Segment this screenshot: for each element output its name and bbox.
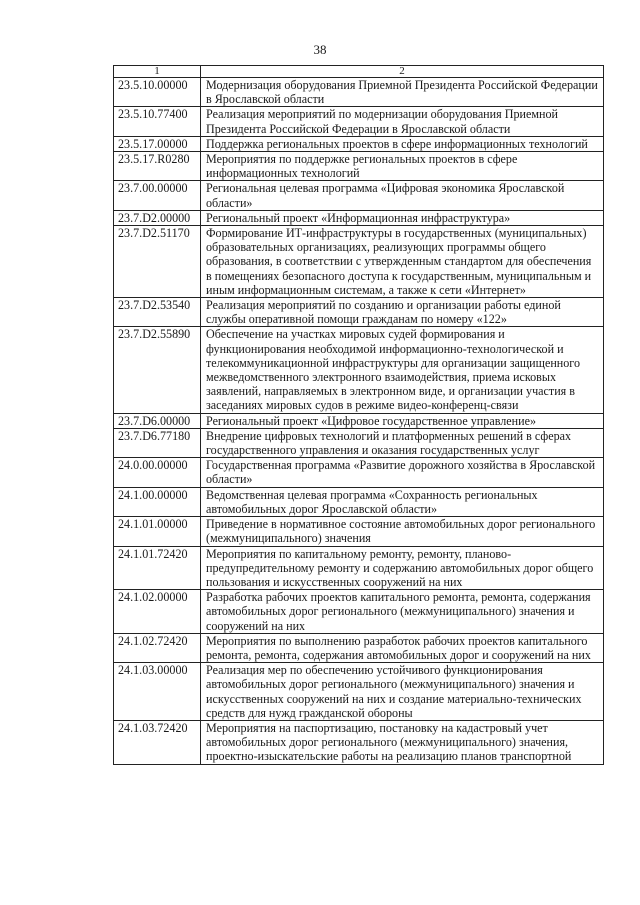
table-row: [114, 327, 604, 413]
table-row: [114, 136, 604, 151]
row-code: 24.1.02.72420: [114, 633, 201, 662]
row-name: Реализация мероприятий по модернизации оборудования Приемной Президента Российской Федерации в Ярославской области: [201, 107, 604, 136]
budget-code-table: [113, 65, 604, 765]
row-code: 23.7.D2.51170: [114, 226, 201, 298]
row-name: Мероприятия по поддержке региональных проектов в сфере информационных технологий: [201, 152, 604, 181]
row-code: 23.7.D2.53540: [114, 298, 201, 327]
row-name: Приведение в нормативное состояние автомобильных дорог регионального (межмуниципального) значения: [201, 517, 604, 546]
row-code: 23.5.10.00000: [114, 78, 201, 107]
row-name: Реализация мероприятий по созданию и организации работы единой службы оперативной помощи гражданам по номеру «122»: [201, 298, 604, 327]
row-code: 23.7.D2.55890: [114, 327, 201, 413]
table-row: [114, 720, 604, 764]
column-header-code: 1: [114, 66, 201, 78]
table-row: [114, 152, 604, 181]
table-row: [114, 181, 604, 210]
row-name: Региональная целевая программа «Цифровая экономика Ярославской области»: [201, 181, 604, 210]
row-code: 24.0.00.00000: [114, 458, 201, 487]
table-header-row: [114, 66, 604, 78]
row-name: Модернизация оборудования Приемной Президента Российской Федерации в Ярославской области: [201, 78, 604, 107]
table-row: [114, 546, 604, 590]
row-code: 23.5.17.R0280: [114, 152, 201, 181]
row-name: Поддержка региональных проектов в сфере информационных технологий: [201, 136, 604, 151]
table-row: [114, 413, 604, 428]
row-name: Региональный проект «Цифровое государственное управление»: [201, 413, 604, 428]
row-name: Разработка рабочих проектов капитального ремонта, ремонта, содержания автомобильных дорог регионального (межмуниципального) значения и сооружений на них: [201, 590, 604, 634]
row-name: Ведомственная целевая программа «Сохранность региональных автомобильных дорог Ярославской области»: [201, 487, 604, 516]
table-row: [114, 226, 604, 298]
page-number: 38: [313, 42, 327, 57]
row-code: 24.1.02.00000: [114, 590, 201, 634]
table-row: [114, 633, 604, 662]
row-code: 23.7.00.00000: [114, 181, 201, 210]
row-code: 24.1.03.00000: [114, 663, 201, 721]
row-name: Мероприятия по выполнению разработок рабочих проектов капитального ремонта, ремонта, содержания автомобильных дорог и сооружений на них: [201, 633, 604, 662]
row-name: Государственная программа «Развитие дорожного хозяйства в Ярославской области»: [201, 458, 604, 487]
row-name: Обеспечение на участках мировых судей формирования и функционирования необходимой информационно-технологической и телекоммуникационной инфраструктуры для организации защищенного межведомственного электронного взаимодействия, приема исковых заявлений, направляемых в электронном виде, и организации участия в заседаниях мировых судов в режиме видео-конференц-связи: [201, 327, 604, 413]
row-code: 23.5.17.00000: [114, 136, 201, 151]
row-name: Мероприятия на паспортизацию, постановку на кадастровый учет автомобильных дорог регионального (межмуниципального) значения, проектно-изыскательские работы на реализацию планов транспортной: [201, 720, 604, 764]
row-name: Формирование ИТ-инфраструктуры в государственных (муниципальных) образовательных организациях, реализующих программы общего образования, в соответствии с утвержденным стандартом для обеспечения в помещениях безопасного доступа к государственным, муниципальным и иным информационным системам, а также к сети «Интернет»: [201, 226, 604, 298]
row-code: 24.1.03.72420: [114, 720, 201, 764]
row-code: 23.7.D2.00000: [114, 210, 201, 225]
column-header-name: 2: [201, 66, 604, 78]
row-name: Реализация мер по обеспечению устойчивого функционирования автомобильных дорог регионального (межмуниципального) значения и искусственных сооружений на них и создание материально-технических средств для нужд гражданской обороны: [201, 663, 604, 721]
table-row: [114, 428, 604, 457]
table-row: [114, 590, 604, 634]
row-code: 23.7.D6.77180: [114, 428, 201, 457]
table-row: [114, 663, 604, 721]
table-row: [114, 107, 604, 136]
table-row: [114, 458, 604, 487]
table-row: [114, 210, 604, 225]
row-code: 23.7.D6.00000: [114, 413, 201, 428]
row-name: Региональный проект «Информационная инфраструктура»: [201, 210, 604, 225]
row-name: Внедрение цифровых технологий и платформенных решений в сферах государственного управления и оказания государственных услуг: [201, 428, 604, 457]
row-name: Мероприятия по капитальному ремонту, ремонту, планово-предупредительному ремонту и содержанию автомобильных дорог общего пользования и искусственных сооружений на них: [201, 546, 604, 590]
row-code: 24.1.00.00000: [114, 487, 201, 516]
table-row: [114, 517, 604, 546]
table-row: [114, 78, 604, 107]
table-row: [114, 487, 604, 516]
table-row: [114, 298, 604, 327]
row-code: 24.1.01.00000: [114, 517, 201, 546]
row-code: 24.1.01.72420: [114, 546, 201, 590]
row-code: 23.5.10.77400: [114, 107, 201, 136]
